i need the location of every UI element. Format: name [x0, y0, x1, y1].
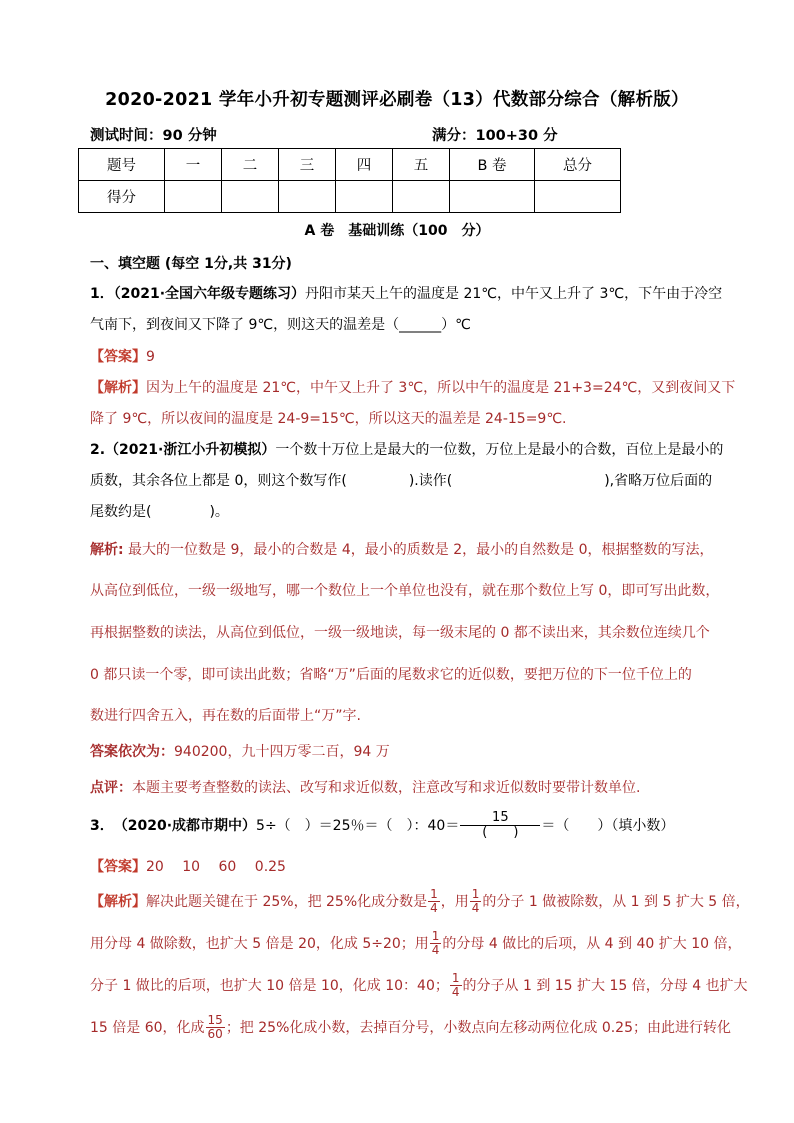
- q2-analysis-line4: 0 都只读一个零，即可读出此数；省略“万”后面的尾数求它的近似数，要把万位的下一位千位上的: [90, 667, 692, 683]
- q2-analysis-line2: 从高位到低位，一级一级地写，哪一个数位上一个单位也没有，就在那个数位上写 0，即可写出此数，: [90, 583, 720, 599]
- analysis-text: 的分母 4 做比的后项，从 4 到 40 扩大 10 倍，: [442, 936, 742, 952]
- q1-blank: ______: [399, 317, 442, 333]
- q1-number: 1．: [90, 286, 114, 302]
- section-a-heading: A 卷 基础训练（100 分）: [304, 223, 490, 239]
- analysis-text: 因为上午的温度是 21℃，中午又上升了 3℃，所以中午的温度是 21+3=24℃，又到夜间又下: [146, 380, 736, 396]
- q1-text: 气南下，到夜间又下降了 9℃，则这天的温差是（: [90, 317, 400, 333]
- page-title: 2020-2021 学年小升初专题测评必刷卷（13）代数部分综合（解析版）: [105, 90, 689, 110]
- answer-value: 940200，九十四万零二百，94 万: [174, 744, 390, 760]
- q3-text: 5÷（ ）＝25％＝（ ）：40＝: [256, 818, 460, 834]
- fraction-1-4: [428, 888, 440, 914]
- fraction-15-60: [206, 1014, 225, 1040]
- q3-analysis-line2: [90, 926, 741, 960]
- score-cell: [222, 181, 279, 213]
- answer-label: 答案依次为：: [90, 744, 174, 760]
- table-cell: 二: [222, 149, 279, 181]
- answer-value: 20 10 60 0.25: [146, 859, 286, 875]
- table-cell: 三: [279, 149, 336, 181]
- q1-text: 丹阳市某天上午的温度是 21℃，中午又上升了 3℃，下午由于冷空: [305, 286, 723, 302]
- q2-analysis-line1: [90, 539, 714, 559]
- q2-text: 一个数十万位上是最大的一位数，万位上是最小的合数，百位上是最小的: [275, 442, 724, 458]
- q2-text: )。: [209, 504, 229, 520]
- q2-source: 2.（2021·浙江小升初模拟）: [90, 442, 276, 458]
- table-cell: 五: [393, 149, 450, 181]
- score-cell: [279, 181, 336, 213]
- score-cell: [336, 181, 393, 213]
- fraction-numerator: 1: [451, 970, 460, 985]
- q2-text: 质数，其余各位上都是 0，则这个数写作(: [90, 473, 347, 489]
- q2-answer: [90, 741, 390, 761]
- table-cell: 题号: [79, 149, 165, 181]
- answer-value: 9: [146, 349, 155, 365]
- answer-label: 【答案】: [90, 859, 146, 875]
- score-table-header-row: [79, 149, 621, 181]
- q3-fraction: [460, 811, 540, 839]
- analysis-label: 【解析】: [90, 894, 146, 910]
- q2-analysis-line5: 数进行四舍五入，再在数的后面带上“万”字.: [90, 708, 361, 724]
- fraction-1-4: [470, 888, 482, 914]
- q3-answer: [90, 856, 286, 876]
- test-time: 测试时间：90 分钟: [90, 128, 217, 144]
- analysis-text: ，用: [440, 894, 469, 910]
- fraction-numerator: 1: [431, 928, 440, 943]
- fraction-numerator: 15: [207, 1012, 223, 1027]
- fraction-denominator: 4: [431, 942, 440, 957]
- score-table-score-row: [79, 181, 621, 213]
- part1-heading: 一、填空题 (每空 1分,共 31分): [90, 256, 292, 272]
- q2-text: ).读作(: [408, 473, 453, 489]
- score-cell: [393, 181, 450, 213]
- q3-analysis-line1: [90, 884, 750, 918]
- fraction-numerator: 1: [471, 886, 480, 901]
- analysis-text: 最大的一位数是 9，最小的合数是 4，最小的质数是 2，最小的自然数是 0，根据整数的写法，: [123, 542, 714, 558]
- fraction-numerator: 1: [430, 886, 438, 901]
- fraction-denominator: 4: [471, 900, 480, 915]
- fraction-denominator: 4: [451, 984, 460, 999]
- full-score: 满分：100+30 分: [432, 128, 558, 144]
- q2-text: 尾数约是(: [90, 504, 152, 520]
- q2-analysis-line3: 再根据整数的读法，从高位到低位，一级一级地读，每一级末尾的 0 都不读出来，其余数位连续几个: [90, 625, 710, 641]
- q3-number: 3．: [90, 818, 114, 834]
- analysis-text: 用分母 4 做除数，也扩大 5 倍是 20，化成 5÷20；用: [90, 936, 429, 952]
- fraction-1-4: [450, 972, 462, 998]
- comment-text: 本题主要考查整数的读法、改写和求近似数，注意改写和求近似数时要带计数单位.: [132, 780, 641, 796]
- fraction-denominator: ( ): [482, 824, 519, 840]
- score-table: [78, 148, 621, 213]
- analysis-text: 解决此题关键在于 25%，把 25%化成分数是: [146, 894, 428, 910]
- score-cell: [535, 181, 621, 213]
- table-cell: 得分: [79, 181, 165, 213]
- analysis-label: 【解析】: [90, 380, 146, 396]
- q3-line1: [90, 808, 674, 842]
- score-cell: [450, 181, 535, 213]
- q2-line2: [90, 470, 712, 490]
- fraction-numerator: 15: [460, 811, 540, 826]
- q3-analysis-line4: [90, 1010, 731, 1044]
- q1-answer: [90, 346, 155, 366]
- table-cell: B 卷: [450, 149, 535, 181]
- q3-source: （2020·成都市期中）: [113, 818, 257, 834]
- analysis-text: ；把 25%化成小数，去掉百分号，小数点向左移动两位化成 0.25；由此进行转化: [225, 1020, 732, 1036]
- table-cell: 总分: [535, 149, 621, 181]
- q1-analysis-line2: 降了 9℃，所以夜间的温度是 24-9=15℃，所以这天的温差是 24-15=9℃.: [90, 411, 567, 427]
- score-cell: [165, 181, 222, 213]
- q3-analysis-line3: [90, 968, 748, 1002]
- answer-label: 【答案】: [90, 349, 146, 365]
- analysis-text: 的分子从 1 到 15 扩大 15 倍，分母 4 也扩大: [462, 978, 748, 994]
- q2-text: ),省略万位后面的: [604, 473, 713, 489]
- q1-text: ）℃: [441, 317, 471, 333]
- analysis-text: 15 倍是 60，化成: [90, 1020, 205, 1036]
- analysis-text: 分子 1 做比的后项，也扩大 10 倍是 10，化成 10：40；: [90, 978, 449, 994]
- table-cell: 四: [336, 149, 393, 181]
- q3-text: ＝（ ）（填小数）: [541, 818, 675, 834]
- analysis-text: 的分子 1 做被除数，从 1 到 5 扩大 5 倍，: [482, 894, 750, 910]
- q2-line1: [90, 439, 723, 459]
- q1-line1: [90, 283, 722, 303]
- analysis-label: 解析:: [90, 542, 124, 558]
- q2-line3: [90, 501, 229, 521]
- fraction-1-4: [430, 930, 442, 956]
- q2-comment: [90, 777, 640, 797]
- table-cell: 一: [165, 149, 222, 181]
- q1-source: （2021·全国六年级专题练习）: [113, 286, 306, 302]
- fraction-denominator: 4: [430, 900, 438, 915]
- q1-line2: [90, 314, 471, 334]
- q1-analysis-line1: [90, 377, 735, 397]
- fraction-denominator: 60: [207, 1026, 223, 1041]
- comment-label: 点评：: [90, 780, 132, 796]
